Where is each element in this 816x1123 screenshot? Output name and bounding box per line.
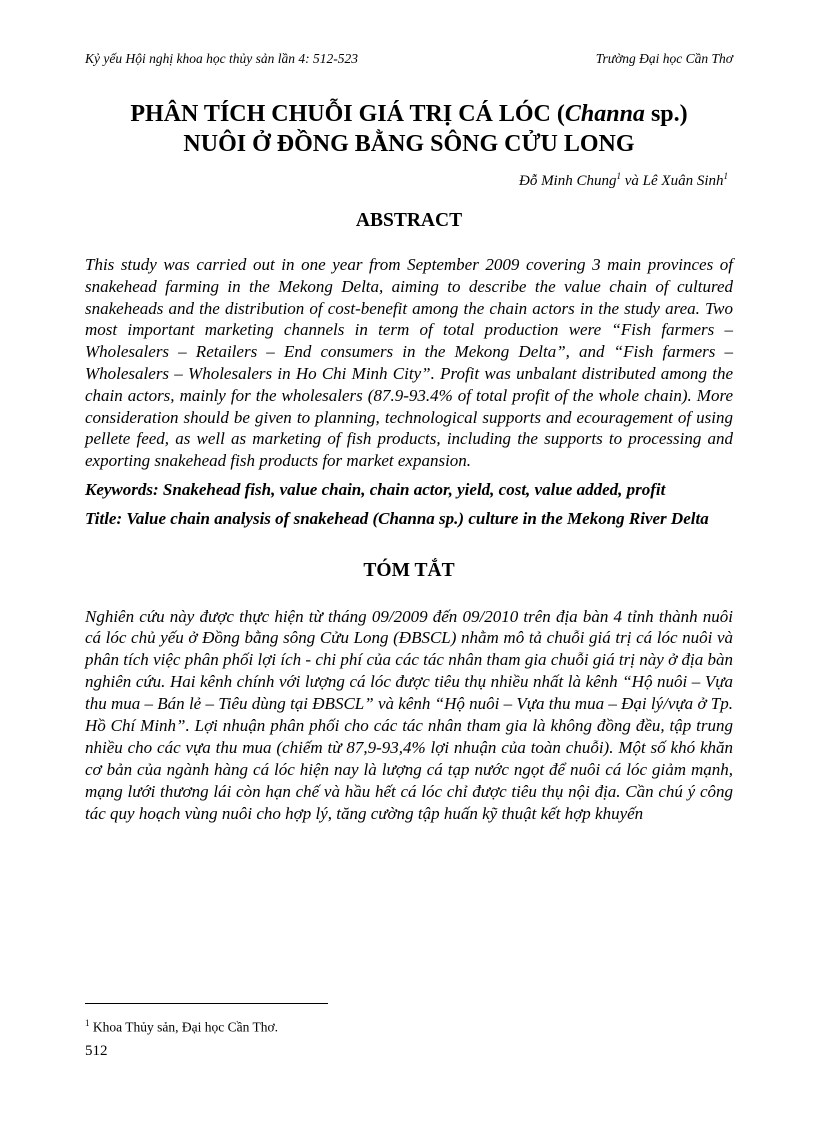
author-1: Đỗ Minh Chung: [518, 173, 617, 189]
english-title: Title: Value chain analysis of snakehead (Channa sp.) culture in the Mekong River Delta: [85, 508, 709, 528]
title-line-2: NUÔI Ở ĐỒNG BẰNG SÔNG CỬU LONG: [183, 131, 635, 157]
page-number: 512: [85, 1043, 108, 1059]
abstract-heading: ABSTRACT: [355, 210, 463, 231]
page-content: [85, 50, 733, 825]
header-university: Trường Đại học Cần Thơ: [595, 51, 733, 66]
footnote-mark: 1: [85, 1018, 90, 1028]
paper-title: [85, 99, 733, 159]
running-header: [85, 50, 733, 68]
tomtat-text: Nghiên cứu này được thực hiện từ tháng 09/2009 đến 09/2010 trên địa bàn 4 tỉnh thành nuôi cá lóc chủ yếu ở Đồng bằng sông Cửu Long (ĐBSCL) nhằm mô tả chuỗi giá trị cá lóc nuôi và phân tích việc phân phối lợi ích - chi phí của các tác nhân tham gia chuỗi giá trị này ở địa bàn nghiên cứu. Hai kênh chính với lượng cá lóc được tiêu thụ nhiều nhất là kênh “Hộ nuôi – Vựa thu mua – Bán lẻ – Tiêu dùng tại ĐBSCL” và kênh “Hộ nuôi – Vựa thu mua – Đại lý/vựa ở Tp. Hồ Chí Minh”. Lợi nhuận phân phối cho các tác nhân tham gia là không đồng đều, tập trung nhiều cho các vựa thu mua (chiếm từ 87,9-93,4% lợi nhuận của toàn chuỗi). Một số khó khăn cơ bản của ngành hàng cá lóc hiện nay là lượng cá tạp nước ngọt để nuôi cá lóc giảm mạnh, mạng lưới thương lái còn hạn chế và hầu hết cá lóc chỉ được tiêu thụ nội địa. Cần chú ý công tác quy hoạch vùng nuôi cho hợp lý, tăng cường tập huấn kỹ thuật kết hợp khuyến: [85, 606, 733, 823]
title-line-1: PHÂN TÍCH CHUỖI GIÁ TRỊ CÁ LÓC (Channa sp.): [130, 101, 688, 127]
footnote-divider: [85, 1003, 328, 1004]
author-2-affiliation-mark: 1: [723, 171, 728, 181]
author-list: Đỗ Minh Chung$^1$ và Lê Xuân Sinh$^1$: [518, 171, 728, 189]
abstract-text: This study was carried out in one year from September 2009 covering 3 main provinces of snakehead farming in the Mekong Delta, aiming to describe the value chain of cultured snakeheads and the distribution of cost-benefit among the chain actors in the study area. Two most important marketing channels in term of total production were “Fish farmers – Wholesalers – Retailers – End consumers in the Mekong Delta”, and “Fish farmers – Wholesalers – Wholesalers in Ho Chi Minh City”. Profit was unbalant distributed among the chain actors, mainly for the wholesalers (87.9-93.4% of total profit of the whole chain). More consideration should be given to planning, technological supports and ecouragement of using pellete feed, as well as marketing of fish products, including the supports to processing and exporting snakehead fish products for market expansion.: [85, 255, 733, 471]
keywords: Keywords: Snakehead fish, value chain, chain actor, yield, cost, value added, profit: [85, 479, 666, 499]
footnote-text: Khoa Thủy sản, Đại học Cần Thơ.: [89, 1019, 278, 1035]
header-proceedings: Kỷ yếu Hội nghị khoa học thủy sản lần 4: 512-523: [85, 51, 358, 66]
author-2: Lê Xuân Sinh: [642, 173, 724, 189]
author-1-affiliation-mark: 1: [616, 171, 621, 181]
title-genus: Channa: [564, 101, 645, 127]
tomtat-heading: TÓM TẮT: [363, 559, 455, 581]
footnote: [85, 1014, 278, 1037]
